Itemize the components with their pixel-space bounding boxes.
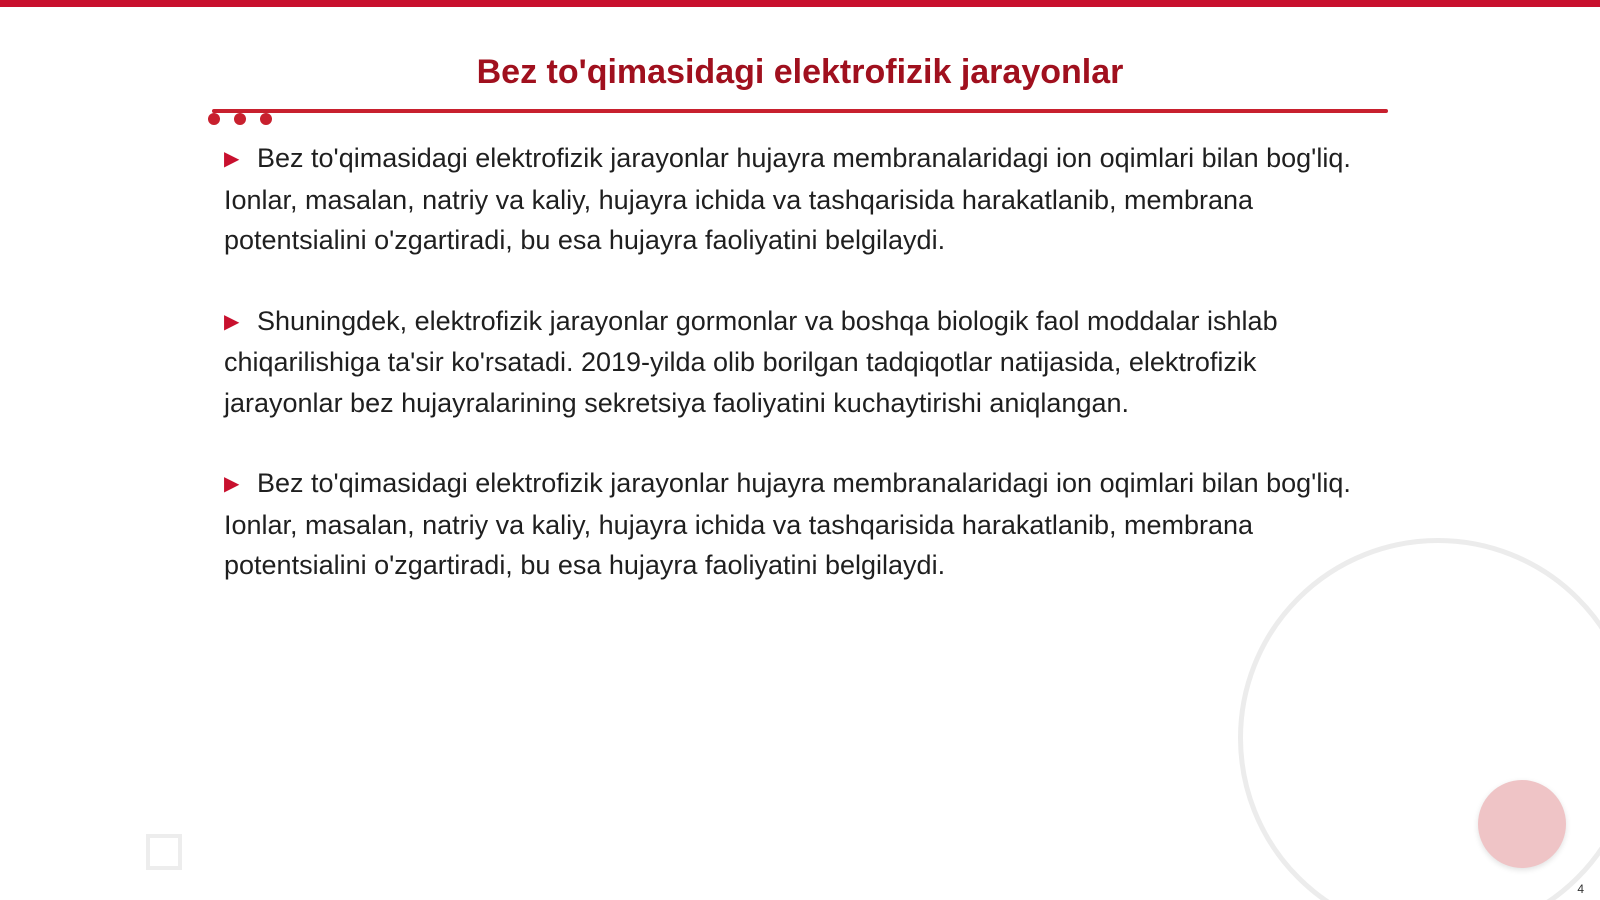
bullet-paragraph bbox=[224, 463, 1354, 586]
paragraph-text: Bez to'qimasidagi elektrofizik jarayonlar hujayra membranalaridagi ion oqimlari bilan bog'liq. Ionlar, masalan, natriy va kaliy, hujayra ichida va tashqarisida harakatlanib, membrana potentsialini o'zgartiradi, bu esa hujayra faoliyatini belgilaydi. bbox=[224, 468, 1351, 580]
decorative-square bbox=[146, 834, 182, 870]
bullet-paragraph bbox=[224, 138, 1354, 261]
title-dot-3 bbox=[260, 113, 272, 125]
slide-number: 4 bbox=[1577, 882, 1584, 896]
paragraph-text: Bez to'qimasidagi elektrofizik jarayonlar hujayra membranalaridagi ion oqimlari bilan bog'liq. Ionlar, masalan, natriy va kaliy, hujayra ichida va tashqarisida harakatlanib, membrana potentsialini o'zgartiradi, bu esa hujayra faoliyatini belgilaydi. bbox=[224, 143, 1351, 255]
slide-body bbox=[224, 138, 1354, 626]
triangle-right-icon: ▶ bbox=[224, 310, 240, 333]
title-dot-2 bbox=[234, 113, 246, 125]
bullet-paragraph bbox=[224, 301, 1354, 424]
title-underline bbox=[212, 109, 1388, 113]
decorative-circle bbox=[1478, 780, 1566, 868]
triangle-right-icon: ▶ bbox=[224, 473, 240, 495]
top-accent-bar bbox=[0, 0, 1600, 7]
slide-title: Bez to'qimasidagi elektrofizik jarayonlar bbox=[476, 53, 1124, 91]
paragraph-text: Shuningdek, elektrofizik jarayonlar gormonlar va boshqa biologik faol moddalar ishlab chiqarilishiga ta'sir ko'rsatadi. 2019-yilda olib borilgan tadqiqotlar natijasida, elektrofizik jarayonlar bez hujayralarining sekretsiya faoliyatini kuchaytirishi aniqlangan. bbox=[224, 305, 1278, 418]
title-dot-1 bbox=[208, 113, 220, 125]
triangle-right-icon: ▶ bbox=[224, 148, 240, 170]
